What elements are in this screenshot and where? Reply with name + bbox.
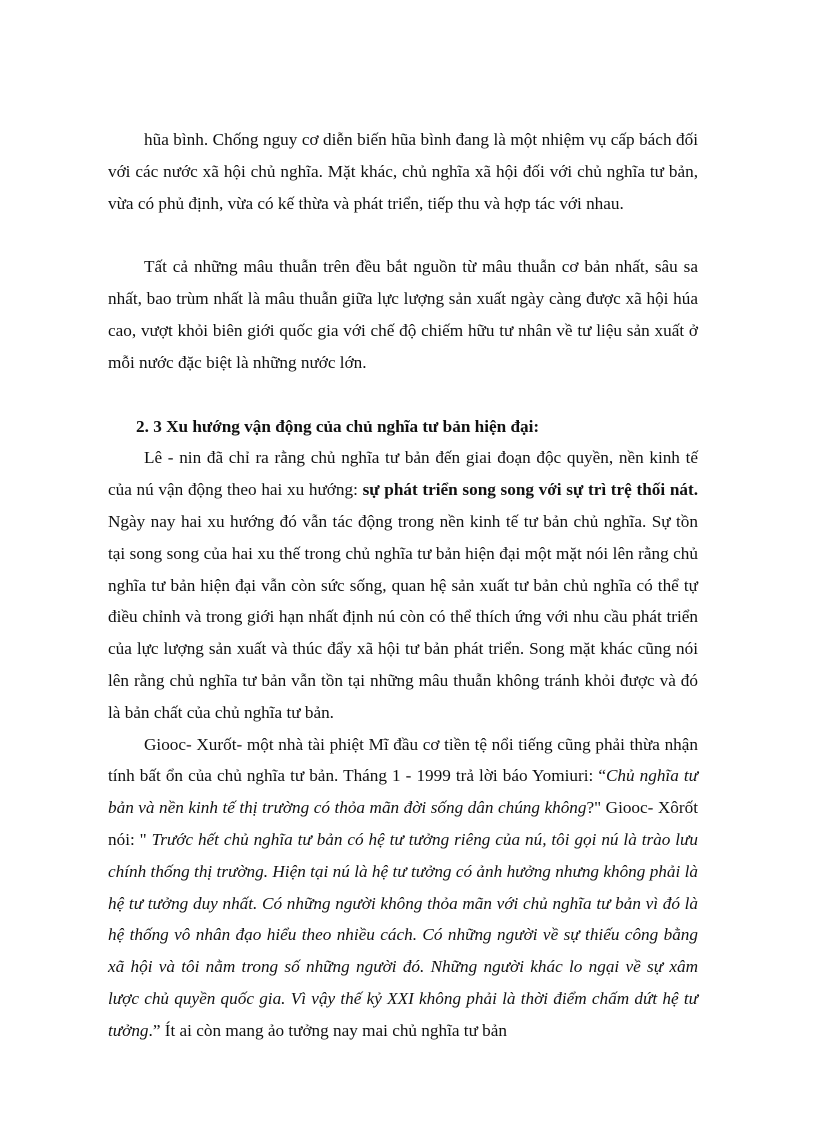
- paragraph-4-text-a: Giooc- Xurốt- một nhà tài phiệt Mĩ đầu cơ tiền tệ nổi tiếng cũng phải thừa nhận tính bất ổn của chủ nghĩa tư bản. Tháng 1 - 1999 trả lời báo Yomiuri: “: [108, 734, 698, 786]
- paragraph-4: [108, 729, 698, 1047]
- paragraph-4-quote-answer: Trước hết chủ nghĩa tư bản có hệ tư tưởng riêng của nú, tôi gọi nú là trào lưu chính thống thị trường. Hiện tại nú là hệ tư tưởng có ảnh hưởng nhưng không phải là hệ tư tưởng duy nhất. Có những người không thỏa mãn với chủ nghĩa tư bản vì đó là hệ thống vô nhân đạo hiểu theo nhiều cách. Có những người về sự thiếu công bằng xã hội và tôi nằm trong số những người đó. Những người khác lo ngại về sự xâm lược chủ quyền quốc gia. Vì vậy thế kỷ XXI không phải là thời điểm chấm dứt hệ tư tưởng: [108, 829, 698, 1040]
- paragraph-2: Tất cả những mâu thuẫn trên đều bắt nguồn từ mâu thuẫn cơ bản nhất, sâu sa nhất, bao trùm nhất là mâu thuẫn giữa lực lượng sản xuất ngày càng được xã hội húa cao, vượt khỏi biên giới quốc gia với chế độ chiếm hữu tư nhân về tư liệu sản xuất ở mỗi nước đặc biệt là những nước lớn.: [108, 257, 698, 372]
- paragraph-3-text-b: Ngày nay hai xu hướng đó vẫn tác động trong nền kinh tế tư bản chủ nghĩa. Sự tồn tại song song của hai xu thế trong chủ nghĩa tư bản hiện đại một mặt nói lên rằng chủ nghĩa tư bản hiện đại vẫn còn sức sống, quan hệ sản xuất tư bản chủ nghĩa có thể tự điều chỉnh và trong giới hạn nhất định nú còn có thể thích ứng với nhu cầu phát triển của lực lượng sản xuất và thúc đẩy xã hội tư bản phát triển. Song mặt khác cũng nói lên rằng chủ nghĩa tư bản vẫn tồn tại những mâu thuẫn không tránh khỏi được và đó là bản chất của chủ nghĩa tư bản.: [108, 511, 698, 722]
- paragraph-4-text-b: ?" Giooc- Xôrốt nói: ": [108, 798, 698, 849]
- paragraph-3-text-a: Lê - nin đã chỉ ra rằng chủ nghĩa tư bản đến giai đoạn độc quyền, nền kinh tế của nú vận động theo hai xu hướng:: [108, 448, 698, 500]
- paragraph-4-text-c: .” Ít ai còn mang ảo tưởng nay mai chủ nghĩa tư bản: [148, 1020, 507, 1040]
- paragraph-3-bold: sự phát triển song song với sự trì trệ thối nát.: [362, 480, 698, 500]
- section-heading: 2. 3 Xu hướng vận động của chủ nghĩa tư bản hiện đại:: [136, 416, 540, 436]
- paragraph-3: [108, 442, 698, 728]
- paragraph-1: hũa bình. Chống nguy cơ diễn biến hũa bình đang là một nhiệm vụ cấp bách đối với các nước xã hội chủ nghĩa. Mặt khác, chủ nghĩa xã hội đối với chủ nghĩa tư bản, vừa có phủ định, vừa có kế thừa và phát triển, tiếp thu và hợp tác với nhau.: [108, 130, 698, 213]
- document-body: [108, 124, 698, 1047]
- paragraph-4-quote-question: Chủ nghĩa tư bản và nền kinh tế thị trường có thỏa mãn đời sống dân chúng không: [108, 766, 699, 818]
